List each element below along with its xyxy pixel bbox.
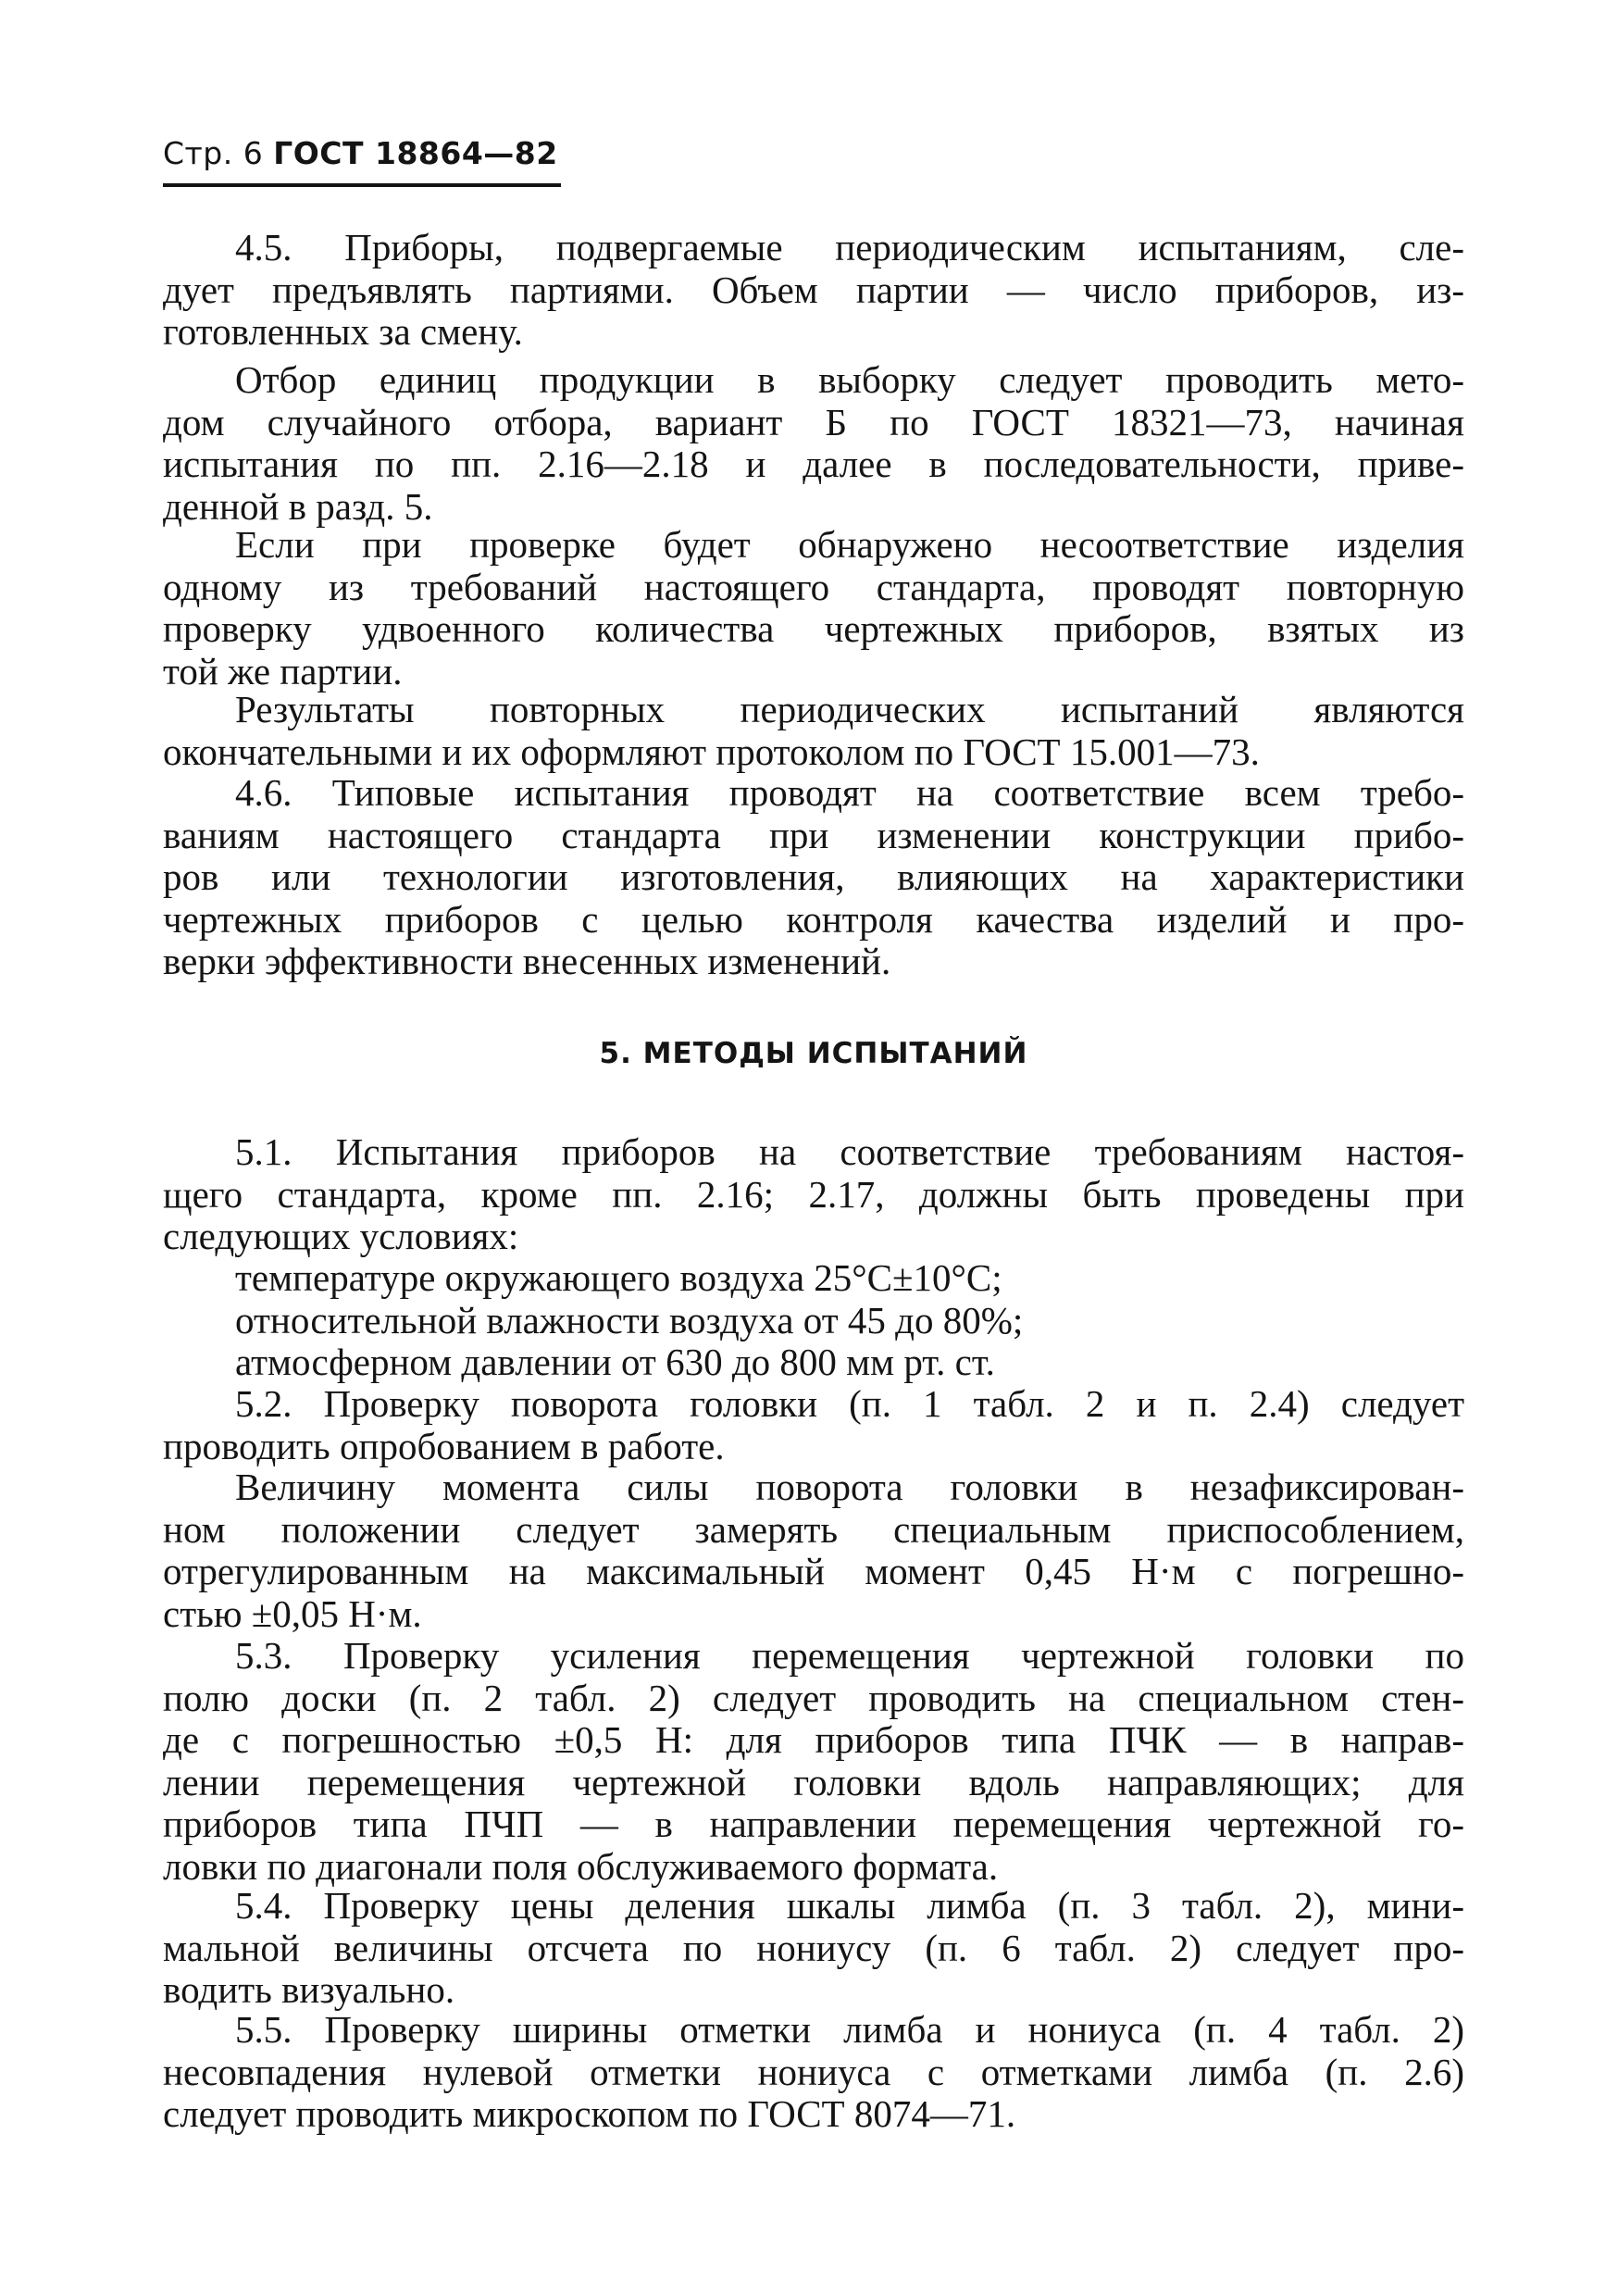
text-line: окончательными и их оформляют протоколом по ГОСТ 15.001—73. <box>163 730 1260 773</box>
text-line: лении перемещения чертежной головки вдоль направляющих; для <box>163 1760 1464 1803</box>
text-line: 4.6. Типовые испытания проводят на соответствие всем требо- <box>235 771 1464 814</box>
paragraph-4-6 <box>163 772 1464 983</box>
condition-temperature: температуре окружающего воздуха 25°С±10°С; <box>235 1256 1002 1299</box>
text-line: денной в разд. 5. <box>163 484 433 528</box>
text-line: проводить опробованием в работе. <box>163 1424 725 1467</box>
paragraph-selection <box>163 359 1464 528</box>
text-line: 5.3. Проверку усиления перемещения чертежной головки по <box>235 1634 1464 1677</box>
text-line: следующих условиях: <box>163 1215 519 1257</box>
condition-humidity: относительной влажности воздуха от 45 до 80%; <box>235 1298 1024 1341</box>
text-line: стью ±0,05 Н·м. <box>163 1591 422 1635</box>
text-line: 5.4. Проверку цены деления шкалы лимба (п. 3 табл. 2), мини- <box>235 1884 1464 1927</box>
paragraph-4-5 <box>163 227 1464 354</box>
text-line: 5.1. Испытания приборов на соответствие требованиям настоя- <box>235 1130 1464 1173</box>
section-5-title: 5. МЕТОДЫ ИСПЫТАНИЙ <box>599 1037 1028 1070</box>
condition-pressure: атмосферном давлении от 630 до 800 мм рт. ст. <box>235 1341 995 1383</box>
text-line: мальной величины отсчета по нониусу (п. 6 табл. 2) следует про- <box>163 1926 1464 1969</box>
text-line: приборов типа ПЧП — в направлении перемещения чертежной го- <box>163 1803 1464 1845</box>
paragraph-5-2 <box>163 1383 1464 1467</box>
text-line: де с погрешностью ±0,5 Н: для приборов типа ПЧК — в направ- <box>163 1718 1464 1761</box>
paragraph-5-5 <box>163 2009 1464 2136</box>
text-line: водить визуально. <box>163 1968 455 2011</box>
text-line: 4.5. Приборы, подвергаемые периодическим испытаниям, сле- <box>235 226 1464 268</box>
paragraph-moment <box>163 1466 1464 1635</box>
text-line: готовленных за смену. <box>163 310 523 353</box>
text-line: дует предъявлять партиями. Объем партии — число приборов, из- <box>163 268 1464 311</box>
text-line: ловки по диагонали поля обслуживаемого формата. <box>163 1844 999 1888</box>
paragraph-5-3 <box>163 1635 1464 1888</box>
text-line: проверку удвоенного количества чертежных приборов, взятых из <box>163 607 1464 650</box>
text-line: Отбор единиц продукции в выборку следует проводить мето- <box>235 358 1464 401</box>
text-line: испытания по пп. 2.16—2.18 и далее в последовательности, приве- <box>163 443 1464 485</box>
page-header <box>163 135 561 172</box>
text-line: отрегулированным на максимальный момент 0,45 Н·м с погрешно- <box>163 1550 1464 1592</box>
text-line: той же партии. <box>163 649 403 693</box>
text-line: Результаты повторных периодических испытаний являются <box>235 688 1464 730</box>
text-line: одному из требований настоящего стандарта, проводят повторную <box>163 565 1464 608</box>
paragraph-5-1 <box>163 1131 1464 1258</box>
text-line: 5.2. Проверку поворота головки (п. 1 табл. 2 и п. 2.4) следует <box>235 1382 1464 1425</box>
text-line: ров или технологии изготовления, влияющих на характеристики <box>163 855 1464 898</box>
text-line: ваниям настоящего стандарта при изменении конструкции прибо- <box>163 813 1464 856</box>
text-line: следует проводить микроскопом по ГОСТ 8074—71. <box>163 2092 1016 2135</box>
paragraph-retest <box>163 524 1464 693</box>
standard-designation: ГОСТ 18864—82 <box>273 135 558 171</box>
text-line: верки эффективности внесенных изменений. <box>163 940 891 982</box>
text-line: полю доски (п. 2 табл. 2) следует проводить на специальном стен- <box>163 1676 1464 1719</box>
text-line: ном положении следует замерять специальным приспособлением, <box>163 1507 1464 1551</box>
header-rule <box>163 183 561 187</box>
page-number: Стр. 6 <box>163 135 264 171</box>
text-line: щего стандарта, кроме пп. 2.16; 2.17, должны быть проведены при <box>163 1172 1464 1216</box>
text-line: несовпадения нулевой отметки нониуса с отметками лимба (п. 2.6) <box>163 2050 1464 2093</box>
text-line: чертежных приборов с целью контроля качества изделий и про- <box>163 897 1464 941</box>
text-line: дом случайного отбора, вариант Б по ГОСТ 18321—73, начиная <box>163 400 1464 443</box>
paragraph-5-4 <box>163 1885 1464 2012</box>
test-conditions <box>163 1257 1537 1384</box>
paragraph-results <box>163 689 1464 773</box>
text-line: 5.5. Проверку ширины отметки лимба и нониуса (п. 4 табл. 2) <box>235 2008 1464 2051</box>
text-line: Величину момента силы поворота головки в незафиксирован- <box>235 1466 1464 1508</box>
text-line: Если при проверке будет обнаружено несоответствие изделия <box>235 523 1464 566</box>
